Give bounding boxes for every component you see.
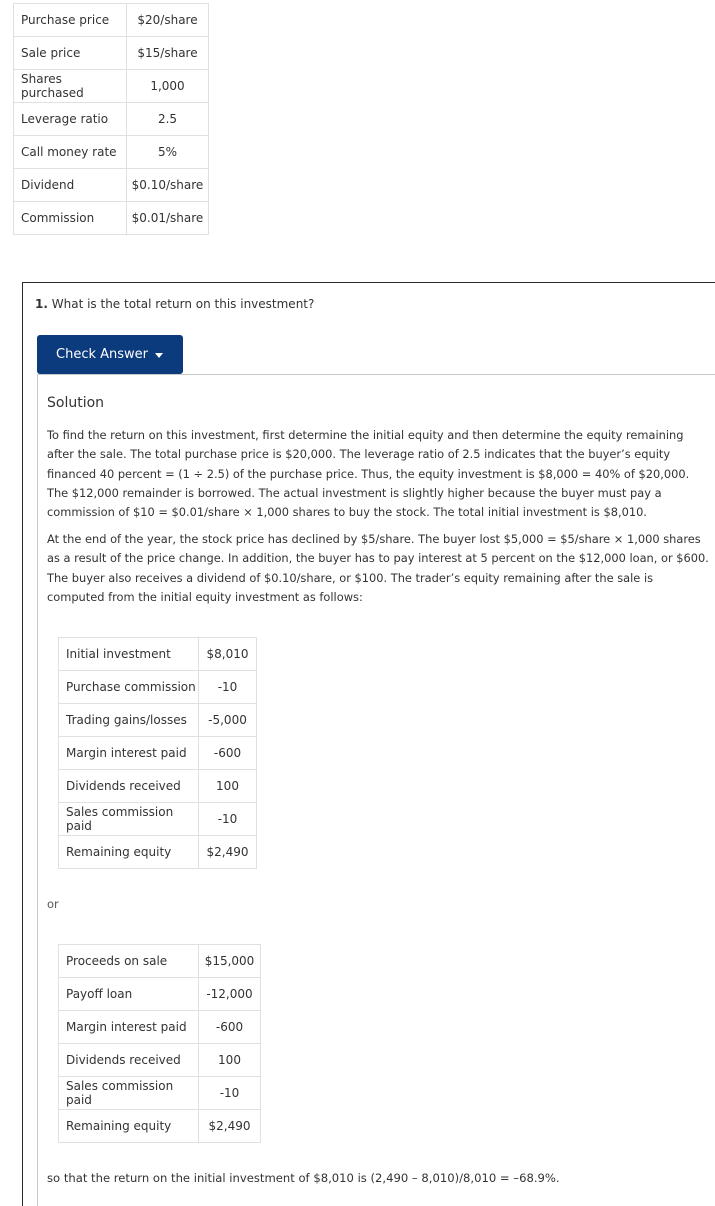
row-value: $2,490 [199, 1110, 261, 1143]
or-separator: or [47, 897, 59, 911]
row-value: 5% [127, 136, 209, 169]
row-label: Dividends received [59, 770, 199, 803]
row-label: Margin interest paid [59, 1011, 199, 1044]
question-prompt: What is the total return on this investment? [51, 297, 315, 311]
row-label: Commission [14, 202, 127, 235]
table-row [59, 704, 257, 737]
row-label: Sales commission paid [59, 803, 199, 836]
row-label: Proceeds on sale [59, 945, 199, 978]
row-label: Sales commission paid [59, 1077, 199, 1110]
row-label: Dividends received [59, 1044, 199, 1077]
row-value: -600 [199, 737, 257, 770]
check-answer-button[interactable] [37, 335, 183, 374]
final-result-text: so that the return on the initial investment of $8,010 is (2,490 – 8,010)/8,010 = –68.9%. [47, 1171, 560, 1185]
table-row [59, 836, 257, 869]
row-value: $0.01/share [127, 202, 209, 235]
row-value: 100 [199, 770, 257, 803]
row-label: Purchase commission [59, 671, 199, 704]
table-row [14, 37, 209, 70]
table-row [14, 169, 209, 202]
row-value: -10 [199, 803, 257, 836]
equity-table-2 [58, 944, 261, 1143]
row-value: $20/share [127, 4, 209, 37]
row-label: Call money rate [14, 136, 127, 169]
solution-paragraph-2: At the end of the year, the stock price has declined by $5/share. The buyer lost $5,000 = $5/share × 1,000 shares as a result of the price change. In addition, the buyer has to pay interest at 5 percent on the $12,000 loan, or $600. The buyer also receives a dividend of $0.10/share, or $100. The trader’s equity remaining after the sale is computed from the initial equity investment as follows: [47, 532, 709, 604]
row-label: Purchase price [14, 4, 127, 37]
row-value: $15,000 [199, 945, 261, 978]
row-value: $2,490 [199, 836, 257, 869]
table-row [14, 70, 209, 103]
row-label: Remaining equity [59, 1110, 199, 1143]
row-label: Payoff loan [59, 978, 199, 1011]
row-label: Leverage ratio [14, 103, 127, 136]
row-label: Margin interest paid [59, 737, 199, 770]
row-value: -600 [199, 1011, 261, 1044]
table-row [59, 638, 257, 671]
caret-down-icon [155, 353, 163, 358]
row-label: Shares purchased [14, 70, 127, 103]
row-value: 2.5 [127, 103, 209, 136]
equity-table-1 [58, 637, 257, 869]
row-value: $0.10/share [127, 169, 209, 202]
table-row [59, 770, 257, 803]
question-panel [22, 282, 715, 1206]
row-value: 1,000 [127, 70, 209, 103]
table-row [14, 136, 209, 169]
table-row [59, 1110, 261, 1143]
question-text [35, 297, 314, 311]
table-row [14, 4, 209, 37]
row-value: -12,000 [199, 978, 261, 1011]
table-row [59, 671, 257, 704]
row-value: $8,010 [199, 638, 257, 671]
solution-paragraph-1: To find the return on this investment, first determine the initial equity and then determine the equity remaining after the sale. The total purchase price is $20,000. The leverage ratio of 2.5 indicates that the buyer’s equity financed 40 percent = (1 ÷ 2.5) of the purchase price. Thus, the equity investment is $8,000 = 40% of $20,000. The $12,000 remainder is borrowed. The actual investment is slightly higher because the buyer must pay a commission of $10 = $0.01/share × 1,000 shares to buy the stock. The total initial investment is $8,010. [47, 428, 690, 520]
row-value: -10 [199, 671, 257, 704]
row-label: Dividend [14, 169, 127, 202]
table-row [14, 103, 209, 136]
row-label: Trading gains/losses [59, 704, 199, 737]
row-label: Initial investment [59, 638, 199, 671]
row-value: -10 [199, 1077, 261, 1110]
row-value: 100 [199, 1044, 261, 1077]
row-value: -5,000 [199, 704, 257, 737]
table-row [59, 803, 257, 836]
table-row [59, 1011, 261, 1044]
table-row [59, 945, 261, 978]
row-value: $15/share [127, 37, 209, 70]
check-answer-label: Check Answer [56, 347, 149, 362]
row-label: Remaining equity [59, 836, 199, 869]
question-number: 1. [35, 297, 48, 311]
table-row [14, 202, 209, 235]
solution-panel [37, 374, 715, 1206]
solution-title: Solution [47, 395, 105, 411]
table-row [59, 1077, 261, 1110]
table-row [59, 1044, 261, 1077]
table-row [59, 978, 261, 1011]
table-row [59, 737, 257, 770]
row-label: Sale price [14, 37, 127, 70]
inputs-table [13, 3, 209, 235]
